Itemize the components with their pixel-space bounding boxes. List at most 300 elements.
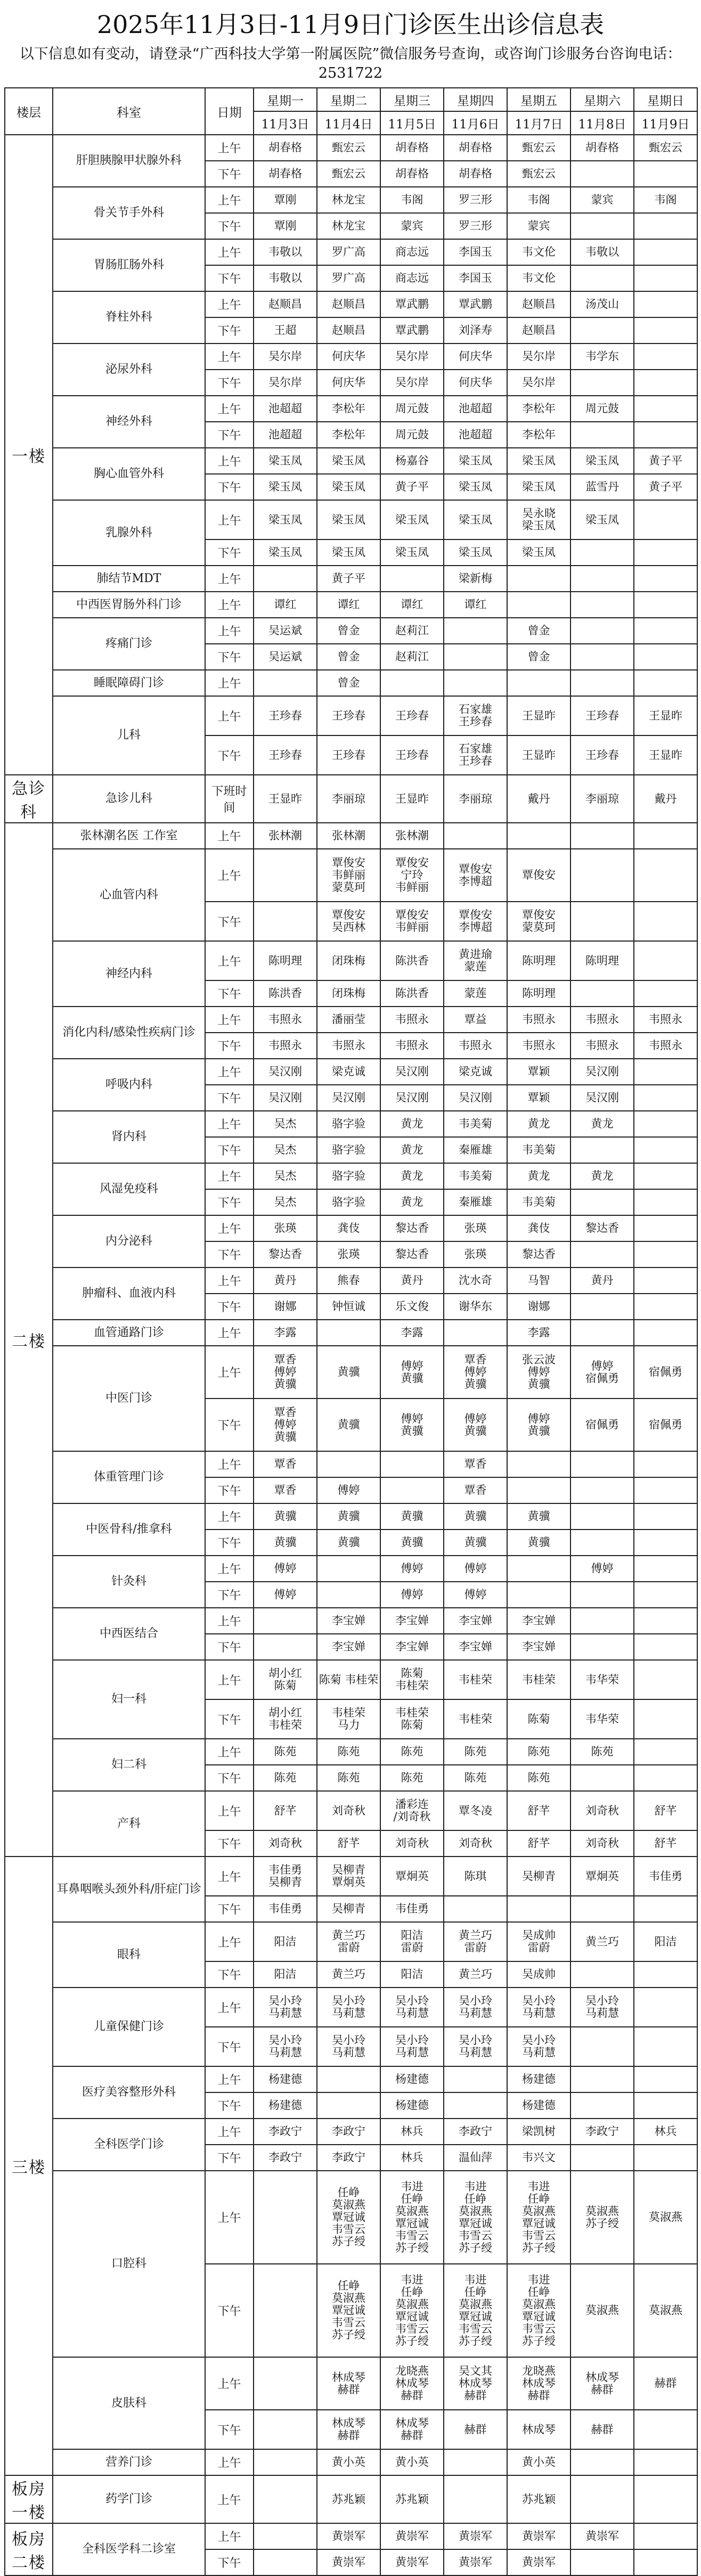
- doctor-cell: [380, 500, 444, 539]
- doctor-cell: [317, 291, 380, 317]
- doctor-names: 谭红: [274, 598, 297, 611]
- doctor-names: 骆字验: [332, 1143, 365, 1156]
- doctor-cell: [444, 2549, 507, 2575]
- doctor-names: 林成琴 赫群: [332, 2370, 365, 2396]
- doctor-cell: [254, 775, 317, 823]
- header-weekday: 星期三: [380, 88, 444, 111]
- table-row: [5, 1059, 697, 1085]
- doctor-names: 覃俊安 李博超: [459, 862, 492, 888]
- table-row: [5, 2357, 697, 2410]
- doctor-cell: [254, 370, 317, 396]
- doctor-names: 吴小玲 马莉慧: [395, 1994, 429, 2019]
- doctor-cell: [254, 1215, 317, 1241]
- doctor-names: 李政宁: [268, 2151, 302, 2164]
- doctor-cell: [507, 422, 570, 448]
- table-row: [5, 1791, 697, 1830]
- doctor-names: 王显昨: [268, 792, 302, 805]
- doctor-cell: [634, 1961, 697, 1988]
- doctor-names: 黄子平: [649, 454, 682, 467]
- doctor-cell: [444, 1267, 507, 1294]
- doctor-cell: [507, 1830, 570, 1857]
- doctor-cell: [507, 2092, 570, 2119]
- doctor-cell: [317, 1215, 380, 1241]
- doctor-names: 黄兰巧 雷蔚: [459, 1929, 492, 1954]
- doctor-cell: [507, 1399, 570, 1451]
- doctor-names: 黄崇军: [395, 2556, 429, 2569]
- doctor-cell: [570, 2066, 634, 2092]
- doctor-names: 黄骥: [464, 1536, 487, 1549]
- doctor-cell: [317, 1961, 380, 1988]
- doctor-names: 杨嘉谷: [395, 454, 429, 467]
- doctor-cell: [444, 370, 507, 396]
- doctor-cell: [507, 239, 570, 265]
- doctor-names: 黄龙: [401, 1170, 423, 1182]
- doctor-names: 胡春格: [459, 167, 492, 180]
- doctor-names: 吴小玲 马莉慧: [459, 2034, 492, 2059]
- floor-cell: 板房一楼: [5, 2475, 53, 2523]
- session-time: 下午: [205, 422, 254, 448]
- doctor-names: 张瑛: [464, 1248, 487, 1261]
- doctor-names: 李政宁: [268, 2125, 302, 2138]
- doctor-cell: [444, 1007, 507, 1033]
- table-row: [5, 1739, 697, 1765]
- doctor-names: 覃俊安 韦鲜丽: [395, 909, 429, 934]
- header-weekday: 星期六: [570, 88, 634, 111]
- doctor-names: 舒芊: [337, 1837, 360, 1850]
- doctor-names: 吴永晓 梁玉凤: [522, 507, 556, 532]
- doctor-cell: [634, 902, 697, 941]
- department-name: 骨关节手外科: [53, 187, 205, 239]
- doctor-names: 吴小玲 马莉慧: [522, 1994, 556, 2019]
- doctor-names: 梁玉凤: [268, 454, 302, 467]
- doctor-cell: [570, 1765, 634, 1791]
- doctor-cell: [380, 291, 444, 317]
- doctor-names: 陈苑: [401, 1771, 423, 1784]
- header-weekday: 星期一: [254, 88, 317, 111]
- doctor-cell: [317, 2145, 380, 2171]
- doctor-names: 蒙宾: [527, 219, 550, 232]
- session-time: 下午: [205, 1830, 254, 1857]
- doctor-cell: [380, 474, 444, 500]
- session-time: 上午: [205, 849, 254, 902]
- doctor-cell: [254, 539, 317, 566]
- doctor-cell: [380, 317, 444, 344]
- doctor-cell: [570, 1503, 634, 1530]
- doctor-names: 黄小英: [522, 2456, 556, 2468]
- doctor-names: 黄龙: [591, 1117, 614, 1130]
- doctor-cell: [570, 344, 634, 370]
- doctor-names: 韦佳勇 吴柳青: [268, 1863, 302, 1888]
- doctor-names: 吴汉刚: [395, 1065, 429, 1078]
- doctor-cell: [570, 2475, 634, 2523]
- doctor-cell: [634, 2145, 697, 2171]
- doctor-names: 吴小玲 马莉慧: [268, 2034, 302, 2059]
- doctor-cell: [380, 539, 444, 566]
- doctor-names: 阳洁: [654, 1935, 677, 1948]
- doctor-cell: [380, 2066, 444, 2092]
- doctor-cell: [634, 2549, 697, 2575]
- doctor-names: 张林潮: [268, 829, 302, 842]
- doctor-cell: [254, 1477, 317, 1503]
- department-name: 急诊儿科: [53, 775, 205, 823]
- doctor-cell: [507, 941, 570, 980]
- session-time: 下午: [205, 2264, 254, 2357]
- doctor-cell: [634, 474, 697, 500]
- doctor-cell: [444, 1059, 507, 1085]
- doctor-names: 蒙宾: [591, 193, 614, 206]
- doctor-cell: [254, 1634, 317, 1660]
- department-name: 耳鼻咽喉头颈外科/肝症门诊: [53, 1857, 205, 1922]
- session-time: 上午: [205, 1608, 254, 1634]
- doctor-cell: [317, 1033, 380, 1059]
- schedule-body: [5, 135, 697, 2575]
- doctor-cell: [570, 1922, 634, 1961]
- department-name: 胸心血管外科: [53, 448, 205, 500]
- session-time: 下午: [205, 1896, 254, 1922]
- doctor-names: 覃炯英: [395, 1869, 429, 1883]
- doctor-names: 林成琴 赫群: [395, 2417, 429, 2442]
- doctor-names: 傅婷 黄骥: [464, 1412, 487, 1437]
- doctor-cell: [507, 1059, 570, 1085]
- session-time: 上午: [205, 1451, 254, 1477]
- doctor-cell: [254, 1988, 317, 2027]
- doctor-cell: [444, 291, 507, 317]
- doctor-names: 甄宏云: [332, 167, 365, 180]
- doctor-names: 石家雄 王珍春: [459, 742, 492, 767]
- doctor-cell: [254, 566, 317, 592]
- doctor-cell: [570, 2549, 634, 2575]
- doctor-cell: [570, 539, 634, 566]
- doctor-names: 温仙萍: [459, 2151, 492, 2164]
- doctor-cell: [634, 1765, 697, 1791]
- doctor-cell: [444, 2092, 507, 2119]
- doctor-names: 黄龙: [591, 1170, 614, 1182]
- doctor-cell: [444, 1896, 507, 1922]
- doctor-cell: [634, 2264, 697, 2357]
- doctor-cell: [317, 161, 380, 187]
- doctor-cell: [317, 135, 380, 161]
- doctor-names: 陈苑: [274, 1745, 297, 1758]
- doctor-cell: [444, 644, 507, 670]
- doctor-cell: [317, 1896, 380, 1922]
- doctor-cell: [444, 823, 507, 849]
- department-name: 眼科: [53, 1922, 205, 1988]
- doctor-cell: [254, 239, 317, 265]
- doctor-names: 王珍春: [268, 709, 302, 722]
- doctor-names: 陈琪: [464, 1869, 487, 1883]
- doctor-cell: [570, 1477, 634, 1503]
- doctor-names: 莫淑燕: [649, 2211, 682, 2223]
- table-row: [5, 2119, 697, 2145]
- doctor-names: 黎达香: [395, 1248, 429, 1261]
- doctor-names: 任峥 莫淑燕 覃冠诚 韦雪云 苏子绶: [332, 2279, 365, 2341]
- doctor-cell: [317, 539, 380, 566]
- doctor-names: 胡小红 韦桂荣: [268, 1706, 302, 1731]
- doctor-names: 李丽琼: [585, 792, 619, 805]
- doctor-cell: [507, 1477, 570, 1503]
- doctor-cell: [507, 1267, 570, 1294]
- table-row: [5, 1988, 697, 2027]
- doctor-cell: [380, 1477, 444, 1503]
- doctor-names: 覃武鹏: [459, 298, 492, 310]
- doctor-cell: [570, 1896, 634, 1922]
- floor-cell: 二楼: [5, 823, 53, 1857]
- doctor-names: 傅婷: [274, 1588, 297, 1601]
- doctor-names: 杨建德: [395, 2073, 429, 2086]
- doctor-names: 曾金: [337, 624, 360, 637]
- doctor-names: 周元鼓: [585, 402, 619, 415]
- session-time: 下午: [205, 1294, 254, 1320]
- doctor-names: 韦美菊: [459, 1170, 492, 1182]
- doctor-cell: [254, 1582, 317, 1608]
- department-name: 体重管理门诊: [53, 1451, 205, 1503]
- doctor-cell: [507, 1961, 570, 1988]
- doctor-cell: [634, 980, 697, 1007]
- doctor-cell: [380, 902, 444, 941]
- doctor-cell: [254, 1399, 317, 1451]
- doctor-names: 韦美菊: [459, 1117, 492, 1130]
- doctor-cell: [254, 135, 317, 161]
- doctor-cell: [634, 1137, 697, 1163]
- doctor-names: 吴杰: [274, 1117, 297, 1130]
- doctor-cell: [380, 823, 444, 849]
- doctor-names: 韦文伦: [522, 246, 556, 258]
- table-row: [5, 618, 697, 644]
- doctor-cell: [444, 902, 507, 941]
- doctor-cell: [444, 592, 507, 618]
- doctor-cell: [317, 1556, 380, 1582]
- doctor-cell: [570, 1608, 634, 1634]
- doctor-cell: [570, 1111, 634, 1137]
- doctor-cell: [444, 1503, 507, 1530]
- doctor-cell: [317, 448, 380, 474]
- doctor-names: 林兵: [654, 2125, 677, 2138]
- doctor-cell: [507, 539, 570, 566]
- doctor-cell: [254, 2449, 317, 2475]
- doctor-names: 吴小玲 马莉慧: [332, 2034, 365, 2059]
- doctor-cell: [317, 592, 380, 618]
- doctor-cell: [507, 1634, 570, 1660]
- doctor-names: 黄骥: [274, 1536, 297, 1549]
- session-time: 上午: [205, 2449, 254, 2475]
- doctor-cell: [634, 2092, 697, 2119]
- doctor-names: 陈苑: [274, 1771, 297, 1784]
- doctor-names: 韦进 任峥 莫淑燕 覃冠诚 韦雪云 苏子绶: [395, 2180, 429, 2254]
- doctor-cell: [507, 213, 570, 239]
- doctor-cell: [507, 448, 570, 474]
- header-date-cell: 11月9日: [634, 111, 697, 135]
- doctor-names: 刘奇秋: [268, 1837, 302, 1850]
- doctor-names: 黄子平: [395, 480, 429, 493]
- doctor-cell: [634, 1530, 697, 1556]
- header-weekday: 星期四: [444, 88, 507, 111]
- doctor-cell: [444, 317, 507, 344]
- doctor-cell: [380, 370, 444, 396]
- doctor-cell: [317, 2092, 380, 2119]
- doctor-cell: [380, 135, 444, 161]
- doctor-cell: [317, 1791, 380, 1830]
- doctor-names: 梁玉凤: [522, 480, 556, 493]
- session-time: 上午: [205, 1922, 254, 1961]
- doctor-cell: [507, 1857, 570, 1896]
- doctor-names: 陈苑: [464, 1771, 487, 1784]
- doctor-cell: [380, 644, 444, 670]
- doctor-names: 韦阁: [401, 193, 423, 206]
- doctor-cell: [317, 1530, 380, 1556]
- doctor-names: 吴尔岸: [268, 376, 302, 389]
- doctor-cell: [317, 265, 380, 291]
- doctor-cell: [634, 396, 697, 422]
- floor-cell: 急诊科: [5, 775, 53, 823]
- doctor-cell: [634, 2119, 697, 2145]
- department-name: 中医门诊: [53, 1346, 205, 1451]
- department-name: 胃肠肛肠外科: [53, 239, 205, 291]
- doctor-cell: [254, 213, 317, 239]
- doctor-names: 黄丹: [401, 1274, 423, 1287]
- table-row: [5, 1163, 697, 1189]
- doctor-cell: [507, 2549, 570, 2575]
- doctor-names: 韦华荣: [585, 1712, 619, 1725]
- doctor-names: 覃香: [464, 1458, 487, 1470]
- doctor-cell: [507, 1241, 570, 1267]
- doctor-cell: [570, 2092, 634, 2119]
- doctor-cell: [507, 1320, 570, 1346]
- doctor-names: 胡春格: [268, 167, 302, 180]
- doctor-cell: [570, 775, 634, 823]
- doctor-cell: [380, 1294, 444, 1320]
- doctor-cell: [317, 1830, 380, 1857]
- doctor-names: 黄崇军: [585, 2530, 619, 2542]
- doctor-cell: [380, 1241, 444, 1267]
- doctor-cell: [254, 849, 317, 902]
- doctor-cell: [317, 1660, 380, 1699]
- doctor-cell: [254, 291, 317, 317]
- doctor-names: 杨建德: [522, 2073, 556, 2086]
- doctor-names: 韦照永: [585, 1039, 619, 1052]
- doctor-names: 韦进 任峥 莫淑燕 覃冠诚 韦雪云 苏子绶: [459, 2273, 492, 2348]
- doctor-cell: [570, 670, 634, 696]
- floor-cell: 板房二楼: [5, 2523, 53, 2575]
- doctor-cell: [507, 1137, 570, 1163]
- doctor-cell: [380, 1608, 444, 1634]
- doctor-names: 甄宏云: [649, 141, 682, 154]
- header-date-cell: 11月4日: [317, 111, 380, 135]
- doctor-names: 商志远: [395, 272, 429, 284]
- doctor-cell: [507, 2066, 570, 2092]
- notice-text: 以下信息如有变动，请登录“广西科技大学第一附属医院”微信服务号查询，或咨询门诊服务台咨询电话：2531722: [19, 46, 682, 81]
- session-time: 下午: [205, 539, 254, 566]
- doctor-cell: [254, 2549, 317, 2575]
- header-date-cell: 11月8日: [570, 111, 634, 135]
- doctor-cell: [507, 902, 570, 941]
- doctor-cell: [444, 2066, 507, 2092]
- table-row: [5, 941, 697, 980]
- doctor-cell: [380, 618, 444, 644]
- doctor-cell: [634, 1451, 697, 1477]
- doctor-cell: [444, 448, 507, 474]
- doctor-names: 骆字验: [332, 1196, 365, 1208]
- doctor-cell: [317, 1085, 380, 1111]
- doctor-names: 吴运斌: [268, 650, 302, 663]
- doctor-names: 覃刚: [274, 219, 297, 232]
- table-row: [5, 500, 697, 539]
- session-time: 下午: [205, 1189, 254, 1215]
- doctor-cell: [254, 592, 317, 618]
- department-name: 心血管内科: [53, 849, 205, 941]
- department-name: 泌尿外科: [53, 344, 205, 396]
- doctor-names: 李宝婵: [395, 1640, 429, 1653]
- doctor-names: 张云波 傅婷 黄骥: [522, 1353, 556, 1391]
- doctor-names: 覃俊安 韦鲜丽 蒙莫珂: [332, 856, 365, 894]
- doctor-cell: [254, 1267, 317, 1294]
- doctor-cell: [634, 2475, 697, 2523]
- session-time: 上午: [205, 823, 254, 849]
- doctor-names: 韦佳勇: [649, 1869, 682, 1883]
- doctor-names: 谭红: [464, 598, 487, 611]
- doctor-cell: [380, 1451, 444, 1477]
- session-time: 下午: [205, 735, 254, 775]
- doctor-cell: [317, 2171, 380, 2264]
- doctor-cell: [507, 980, 570, 1007]
- doctor-cell: [380, 161, 444, 187]
- doctor-names: 陈苑: [464, 1745, 487, 1758]
- doctor-cell: [634, 696, 697, 735]
- doctor-names: 吴成帅: [522, 1968, 556, 1981]
- doctor-names: 李政宁: [585, 2125, 619, 2138]
- doctor-cell: [444, 1961, 507, 1988]
- doctor-names: 李宝婵: [332, 1614, 365, 1627]
- doctor-cell: [444, 566, 507, 592]
- doctor-cell: [570, 1857, 634, 1896]
- doctor-cell: [317, 1451, 380, 1477]
- doctor-names: 曾金: [527, 650, 550, 663]
- doctor-names: 傅婷 宿佩勇: [585, 1359, 619, 1385]
- doctor-names: 秦雁雄: [459, 1143, 492, 1156]
- doctor-names: 舒芊: [654, 1837, 677, 1850]
- doctor-names: 吴汉刚: [332, 1091, 365, 1104]
- doctor-cell: [317, 902, 380, 941]
- doctor-cell: [380, 2410, 444, 2449]
- doctor-names: 王显昨: [649, 748, 682, 762]
- doctor-cell: [570, 1556, 634, 1582]
- doctor-cell: [507, 2119, 570, 2145]
- doctor-names: 黄龙: [401, 1196, 423, 1208]
- doctor-cell: [570, 1988, 634, 2027]
- doctor-cell: [507, 1503, 570, 1530]
- doctor-cell: [444, 1530, 507, 1556]
- session-time: 上午: [205, 2119, 254, 2145]
- session-time: 上午: [205, 941, 254, 980]
- doctor-cell: [254, 823, 317, 849]
- doctor-names: 吴尔岸: [268, 350, 302, 363]
- table-row: [5, 592, 697, 618]
- doctor-cell: [570, 1189, 634, 1215]
- doctor-cell: [507, 775, 570, 823]
- doctor-names: 韦兴文: [522, 2151, 556, 2164]
- session-time: 上午: [205, 1163, 254, 1189]
- doctor-cell: [444, 1241, 507, 1267]
- doctor-names: 赵顺昌: [332, 324, 365, 337]
- doctor-cell: [634, 1660, 697, 1699]
- doctor-cell: [507, 2171, 570, 2264]
- table-row: [5, 1111, 697, 1137]
- doctor-names: 刘奇秋: [585, 1837, 619, 1850]
- doctor-cell: [380, 1530, 444, 1556]
- doctor-names: 傅婷: [274, 1562, 297, 1575]
- doctor-names: 任峥 莫淑燕 覃冠诚 韦雪云 苏子绶: [332, 2186, 365, 2248]
- doctor-names: 谢华东: [459, 1300, 492, 1313]
- session-time: 下午: [205, 1582, 254, 1608]
